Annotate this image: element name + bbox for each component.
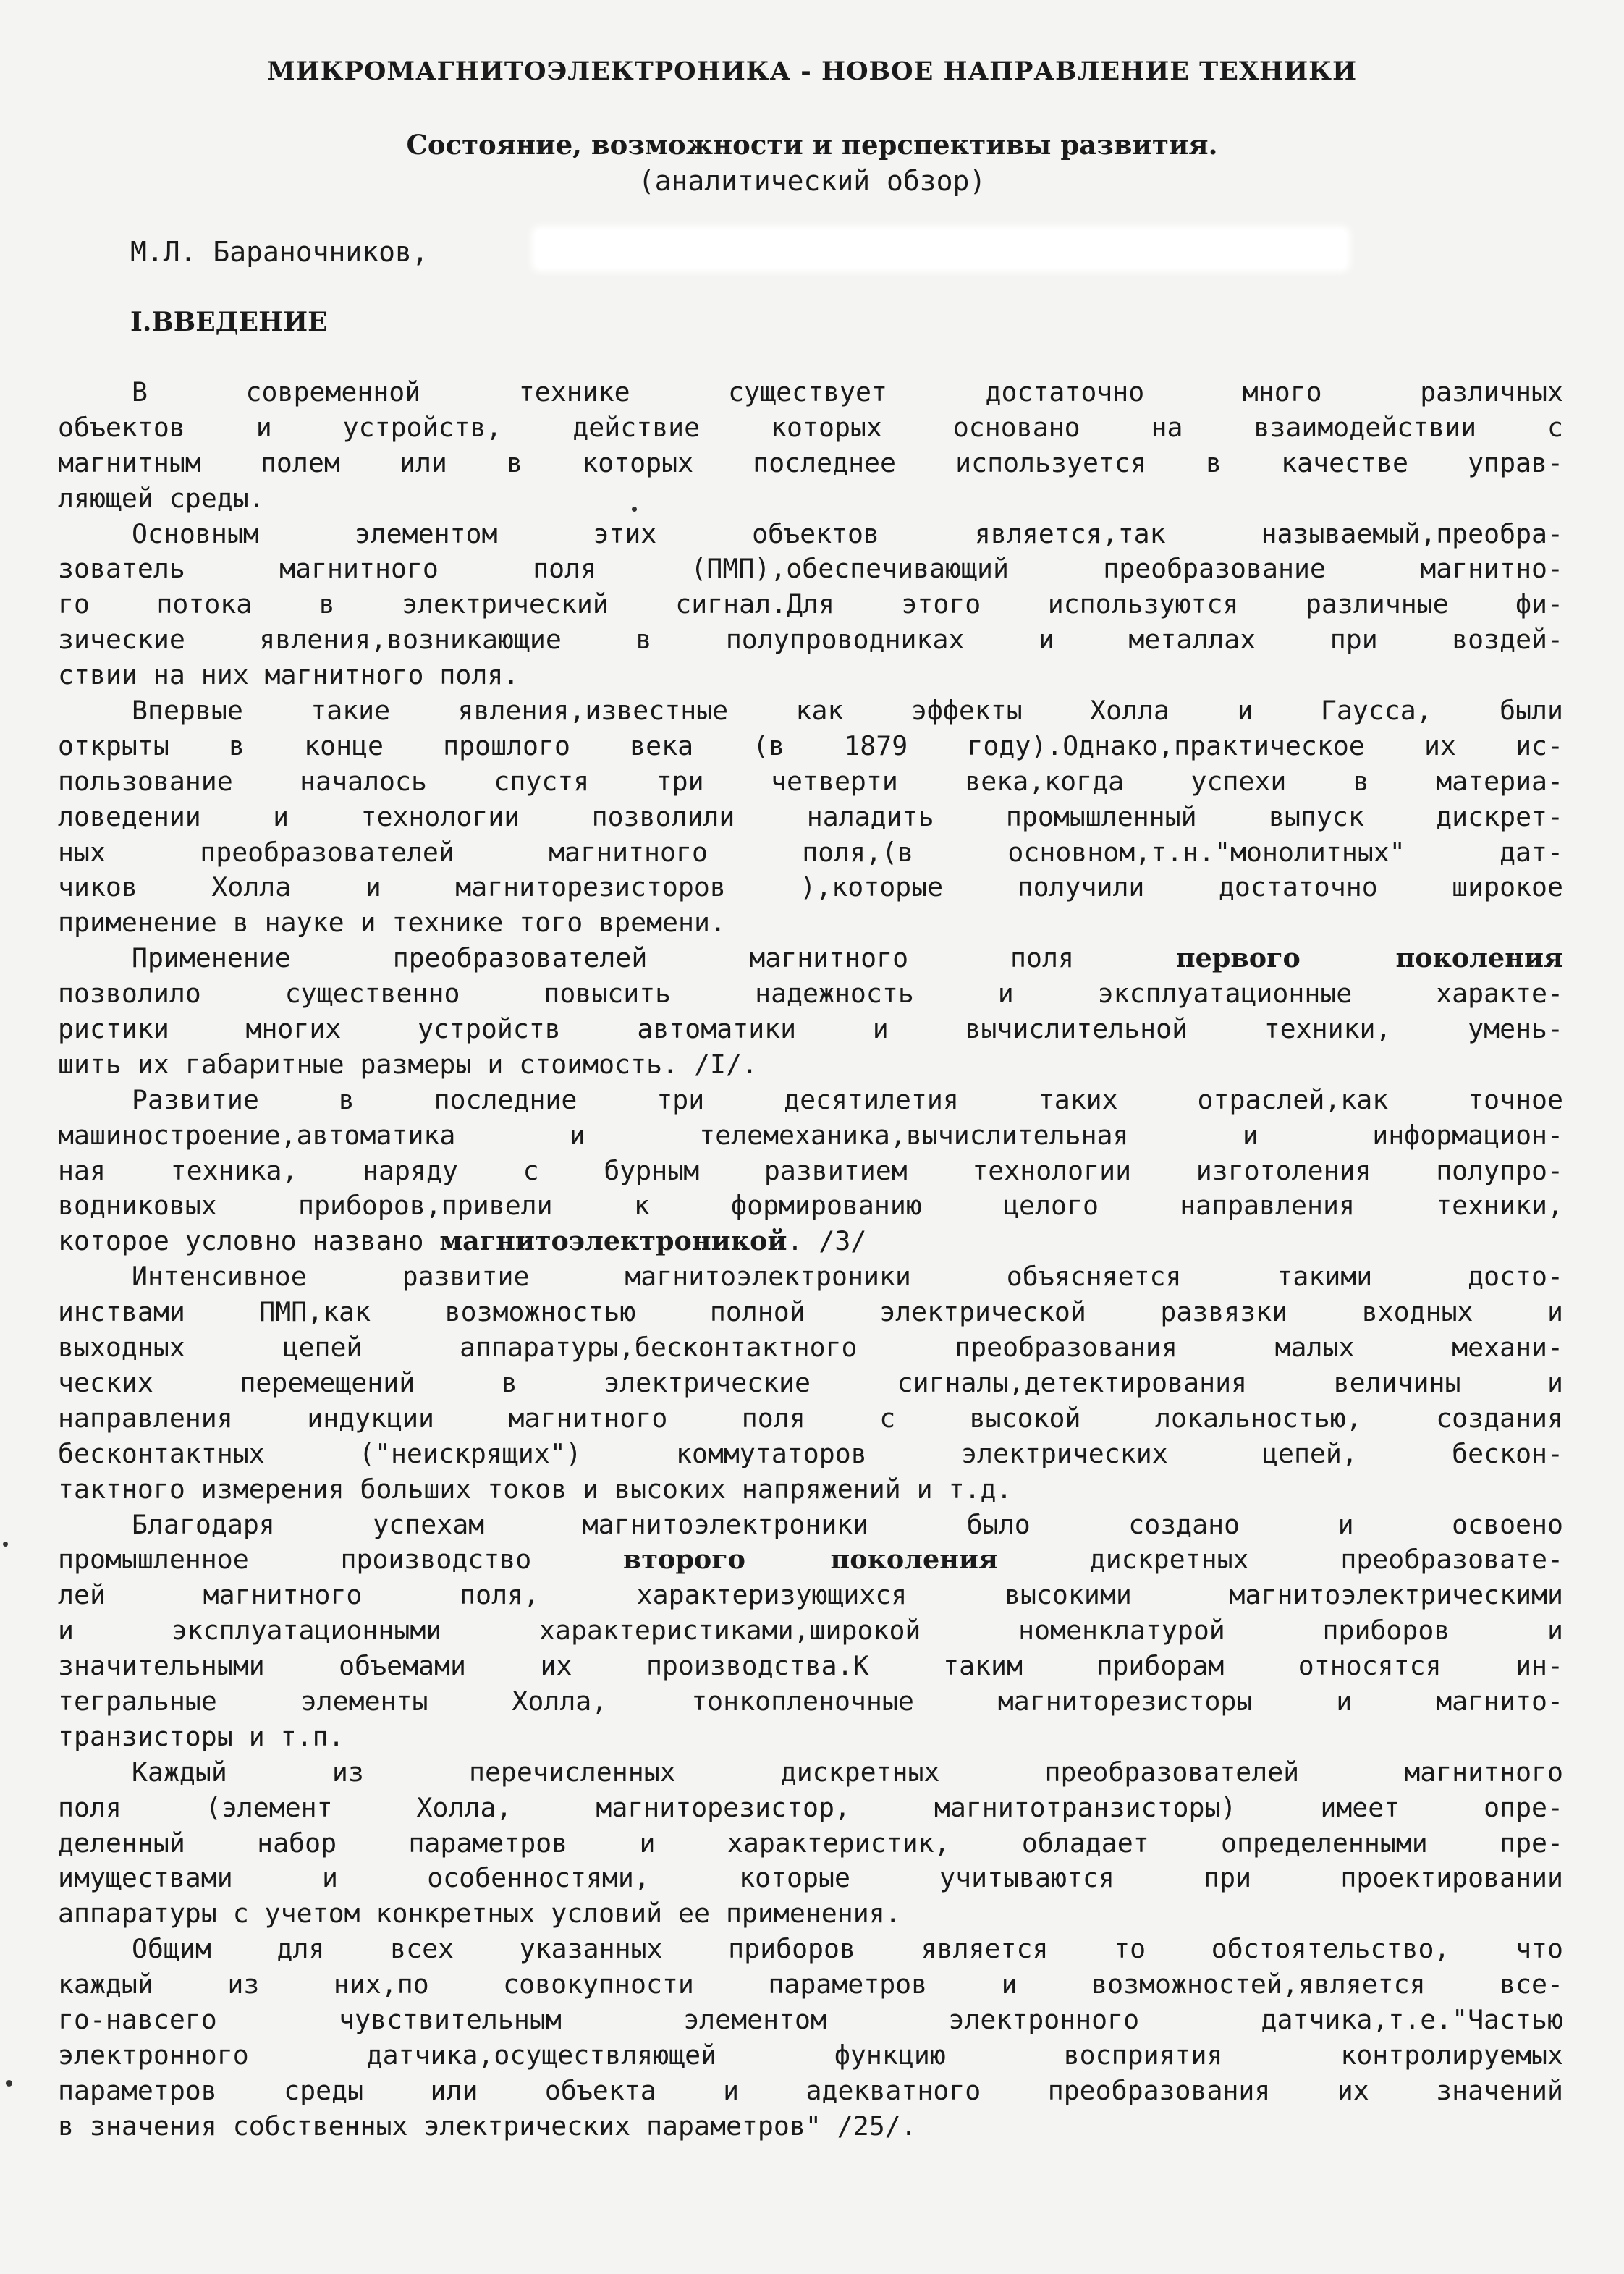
text-line [58,1861,1563,1896]
scan-speck [632,507,637,512]
text-line [58,375,1563,410]
text-line [58,1366,1563,1401]
text-line [58,1118,1563,1154]
text-segment: ляющей среды. [58,482,265,514]
text-segment: ствии на них магнитного поля. [58,659,520,691]
text-segment: промышленное производство [58,1544,624,1576]
text-segment: Интенсивное развитие магнитоэлектроники объясняется такими досто- [132,1261,1563,1293]
text-segment: тегральные элементы Холла, тонкопленочные магниторезисторы и магнито- [58,1685,1563,1717]
text-segment: поля (элемент Холла, магниторезистор, магнитотранзисторы) имеет опре- [58,1791,1563,1823]
text-line [58,1613,1563,1649]
text-line [58,764,1563,800]
text-line [58,1932,1563,1967]
text-segment: Развитие в последние три десятилетия таких отраслей,как точное [132,1083,1563,1115]
text-segment: Благодаря успехам магнитоэлектроники было создано и освоено [132,1508,1563,1540]
text-segment: зователь магнитного поля (ПМП),обеспечивающий преобразование магнитно- [58,553,1563,585]
text-line [58,1896,1563,1932]
text-segment: Применение преобразователей магнитного поля [132,942,1176,974]
text-segment: В современной технике существует достаточно много различных [132,376,1563,407]
text-segment: значительными объемами их производства.К таким приборам относятся ин- [58,1650,1563,1682]
bold-term: первого поколения [1175,942,1563,974]
bold-term: магнитоэлектроникой [439,1225,787,1257]
section-heading: I.ВВЕДЕНИЕ [130,307,328,337]
text-line [58,2003,1563,2038]
text-line [58,1224,1563,1259]
text-line [58,446,1563,481]
body-text [58,375,1563,2144]
document-subtitle-note: (аналитический обзор) [638,165,986,197]
text-segment: водниковых приборов,привели к формированию целого направления техники, [58,1190,1563,1222]
text-line [58,729,1563,764]
text-segment: бесконтактных ("неискрящих") коммутаторов электрических цепей, бескон- [58,1437,1563,1469]
text-line [58,1967,1563,2003]
text-segment: позволило существенно повысить надежность и эксплуатационные характе- [58,978,1563,1010]
author-name: М.Л. Бараночников, [130,236,428,268]
text-line [58,1508,1563,1543]
text-segment: . /3/ [787,1225,867,1257]
text-line [58,1720,1563,1755]
text-segment: инствами ПМП,как возможностью полной электрической развязки входных и [58,1296,1563,1328]
text-line [58,1826,1563,1861]
text-line [58,1330,1563,1366]
text-line [58,551,1563,587]
text-segment: ных преобразователей магнитного поля,(в основном,т.н."монолитных" дат- [58,836,1563,868]
document-title: МИКРОМАГНИТОЭЛЕКТРОНИКА - НОВОЕ НАПРАВЛЕНИЕ ТЕХНИКИ [266,56,1358,86]
text-segment: открыты в конце прошлого века (в 1879 году).Однако,практическое их ис- [58,730,1563,761]
text-segment: лей магнитного поля, характеризующихся высокими магнитоэлектрическими [58,1579,1563,1611]
bold-term: второго поколения [623,1544,998,1576]
text-segment: направления индукции магнитного поля с высокой локальностью, создания [58,1402,1563,1434]
text-line [58,1012,1563,1047]
text-line [58,2074,1563,2109]
text-segment: го потока в электрический сигнал.Для этого используются различные фи- [58,588,1563,620]
text-line [58,976,1563,1012]
text-segment: имуществами и особенностями, которые учитываются при проектировании [58,1862,1563,1894]
redacted-area [536,230,1346,268]
text-segment: электронного датчика,осуществляющей функцию восприятия контролируемых [58,2039,1563,2071]
text-line [58,1437,1563,1472]
text-line [58,1083,1563,1118]
text-segment: применение в науке и технике того времени. [58,907,726,939]
text-segment: транзисторы и т.п. [58,1720,344,1752]
text-segment: аппаратуры с учетом конкретных условий ее применения. [58,1898,901,1929]
text-segment: ная техника, наряду с бурным развитием технологии изготоления полупро- [58,1154,1563,1186]
text-segment: Каждый из перечисленных дискретных преобразователей магнитного [132,1756,1563,1788]
text-line [58,800,1563,835]
document-subtitle: Состояние, возможности и перспективы развития. [406,129,1218,161]
text-segment: ческих перемещений в электрические сигналы,детектирования величины и [58,1366,1563,1398]
text-segment: ристики многих устройств автоматики и вычислительной техники, умень- [58,1013,1563,1045]
scan-speck [3,1542,8,1547]
text-line [58,693,1563,729]
text-line [58,905,1563,941]
text-segment: шить их габаритные размеры и стоимость. /I/. [58,1048,758,1080]
text-segment: параметров среды или объекта и адекватного преобразования их значений [58,2074,1563,2106]
text-segment: тактного измерения больших токов и высоких напряжений и т.д. [58,1473,1012,1505]
text-segment: магнитным полем или в которых последнее используется в качестве управ- [58,447,1563,478]
text-segment: чиков Холла и магниторезисторов ),которые получили достаточно широкое [58,871,1563,903]
text-line [58,658,1563,693]
text-segment: и эксплуатационными характеристиками,широкой номенклатурой приборов и [58,1615,1563,1647]
text-segment: пользование началось спустя три четверти века,когда успехи в материа- [58,765,1563,797]
text-line [58,1578,1563,1613]
text-segment: машиностроение,автоматика и телемеханика,вычислительная и информацион- [58,1119,1563,1151]
text-segment: в значения собственных электрических параметров" /25/. [58,2110,917,2142]
text-line [58,1188,1563,1224]
text-line [58,587,1563,622]
text-segment: выходных цепей аппаратуры,бесконтактного преобразования малых механи- [58,1332,1563,1364]
text-line [58,1755,1563,1791]
text-line [58,1472,1563,1508]
text-line [58,481,1563,517]
text-segment: го-навсего чувствительным элементом электронного датчика,т.е."Частью [58,2003,1563,2035]
text-line [58,2038,1563,2074]
text-line [58,2109,1563,2144]
text-line [58,941,1563,976]
text-segment: каждый из них,по совокупности параметров и возможностей,является все- [58,1969,1563,2000]
text-line [58,410,1563,446]
text-line [58,517,1563,552]
text-segment: ловедении и технологии позволили наладить промышленный выпуск дискрет- [58,800,1563,832]
text-line [58,622,1563,658]
text-line [58,1542,1563,1578]
text-line [58,1047,1563,1083]
text-segment: которое условно названо [58,1225,440,1257]
text-segment: деленный набор параметров и характеристик, обладает определенными пре- [58,1827,1563,1859]
text-line [58,1649,1563,1684]
text-line [58,1684,1563,1720]
text-line [58,1401,1563,1437]
text-line [58,1154,1563,1189]
text-line [58,870,1563,905]
text-segment: Впервые такие явления,известные как эффекты Холла и Гаусса, были [132,695,1563,727]
text-line [58,835,1563,871]
text-line [58,1259,1563,1295]
text-segment: Общим для всех указанных приборов является то обстоятельство, что [132,1933,1563,1965]
text-line [58,1295,1563,1330]
text-segment: зические явления,возникающие в полупроводниках и металлах при воздей- [58,624,1563,656]
scan-speck [6,2080,12,2087]
text-segment: Основным элементом этих объектов является,так называемый,преобра- [132,517,1563,549]
text-segment: объектов и устройств, действие которых основано на взаимодействии с [58,411,1563,443]
text-segment: дискретных преобразовате- [997,1544,1563,1576]
text-line [58,1791,1563,1826]
